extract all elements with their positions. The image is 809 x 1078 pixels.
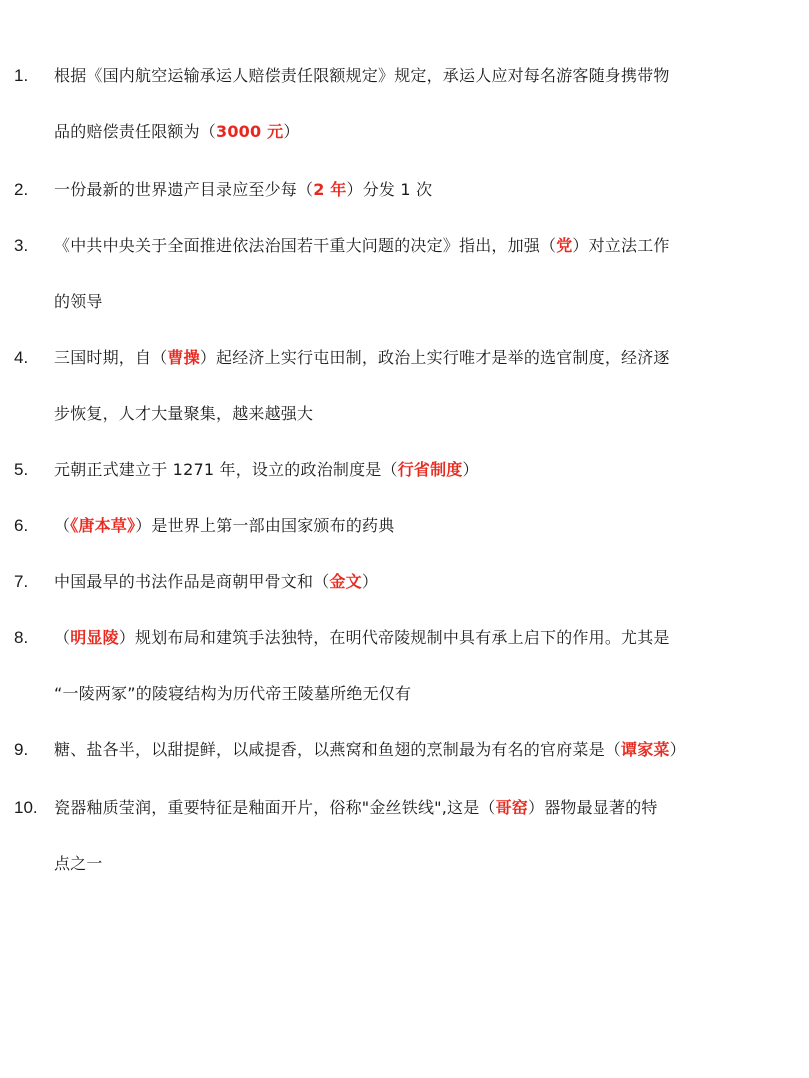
answer-text: 曹操: [167, 348, 200, 367]
question-text: “一陵两冢”的陵寝结构为历代帝王陵墓所绝无仅有: [54, 684, 412, 703]
item-text-line: [54, 180, 794, 200]
item-text-line: [54, 460, 794, 480]
item-number: 9.: [14, 740, 29, 759]
item-text-line: [54, 628, 794, 648]
answer-text: 金文: [329, 572, 362, 591]
question-text: 点之一: [54, 854, 103, 873]
question-text: 步恢复，人才大量聚集，越来越强大: [54, 404, 314, 423]
question-text: 三国时期，自（: [54, 348, 168, 367]
item-text-line: [54, 122, 794, 142]
question-text: 中国最早的书法作品是商朝甲骨文和（: [54, 572, 330, 591]
question-text: ）: [361, 572, 379, 591]
item-text-line: [54, 798, 794, 818]
item-number: 7.: [14, 572, 29, 591]
answer-text: 《唐本草》: [70, 516, 136, 535]
question-text: ）分发 1 次: [346, 180, 433, 199]
item-text-line: [54, 572, 794, 592]
question-text: （: [54, 628, 71, 647]
question-text: ）: [283, 122, 300, 141]
item-number: 4.: [14, 348, 29, 367]
item-number: 6.: [14, 516, 29, 535]
item-text-line: [54, 348, 794, 368]
item-text-line: [54, 404, 794, 424]
question-text: 品的赔偿责任限额为（: [54, 122, 217, 141]
item-text-line: [54, 854, 794, 874]
item-number: 10.: [14, 798, 38, 817]
question-text: 的领导: [54, 292, 103, 311]
question-text: ）: [462, 460, 479, 479]
item-number: 5.: [14, 460, 29, 479]
question-text: ）器物最显著的特: [528, 798, 658, 817]
question-text: 元朝正式建立于 1271 年，设立的政治制度是（: [54, 460, 398, 479]
question-text: ）起经济上实行屯田制，政治上实行唯才是举的选官制度，经济逐: [199, 348, 670, 367]
question-text: ）对立法工作: [572, 236, 670, 255]
item-text-line: [54, 684, 794, 704]
answer-text: 2 年: [313, 180, 347, 199]
question-text: ）规划布局和建筑手法独特，在明代帝陵规制中具有承上启下的作用。尤其是: [118, 628, 670, 647]
item-text-line: [54, 516, 794, 536]
question-text: （: [54, 516, 71, 535]
answer-text: 3000 元: [216, 122, 284, 141]
question-text: 《中共中央关于全面推进依法治国若干重大问题的决定》指出，加强（: [54, 236, 557, 255]
question-text: ）: [669, 740, 686, 759]
answer-text: 谭家菜: [621, 740, 670, 759]
answer-text: 明显陵: [70, 628, 119, 647]
item-text-line: [54, 236, 794, 256]
item-text-line: [54, 740, 794, 760]
question-text: 根据《国内航空运输承运人赔偿责任限额规定》规定，承运人应对每名游客随身携带物: [54, 66, 670, 85]
question-text: ）是世界上第一部由国家颁布的药典: [135, 516, 395, 535]
answer-text: 党: [556, 236, 573, 255]
item-number: 1.: [14, 66, 29, 85]
item-number: 8.: [14, 628, 29, 647]
item-number: 3.: [14, 236, 29, 255]
question-text: 糖、盐各半，以甜提鲜，以咸提香，以燕窝和鱼翅的烹制最为有名的官府菜是（: [54, 740, 622, 759]
question-text: 瓷器釉质莹润，重要特征是釉面开片，俗称"金丝铁线",这是（: [54, 798, 496, 817]
item-text-line: [54, 292, 794, 312]
answer-text: 哥窑: [495, 798, 529, 817]
question-text: 一份最新的世界遗产目录应至少每（: [54, 180, 314, 199]
answer-text: 行省制度: [397, 460, 463, 479]
item-text-line: [54, 66, 794, 86]
item-number: 2.: [14, 180, 29, 199]
